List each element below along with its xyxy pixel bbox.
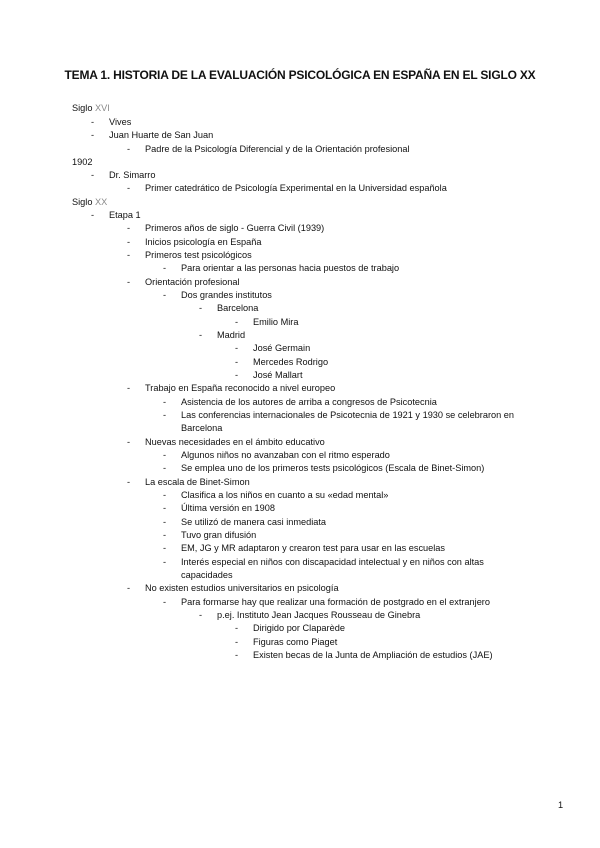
list-item: Primeros test psicológicos <box>145 250 252 260</box>
list-item: EM, JG y MR adaptaron y crearon test para usar en las escuelas <box>181 543 446 553</box>
bullet: - <box>163 397 167 407</box>
section-heading-1902: 1902 <box>72 157 93 167</box>
bullet: - <box>91 117 95 127</box>
section-suffix: XVI <box>94 103 110 113</box>
bullet: - <box>199 330 203 340</box>
list-item: Etapa 1 <box>109 210 141 220</box>
list-item: Inicios psicología en España <box>145 237 262 247</box>
bullet: - <box>163 290 167 300</box>
list-item: Para formarse hay que realizar una formación de postgrado en el extranjero <box>181 597 490 607</box>
list-item: Vives <box>109 117 132 127</box>
list-item: Orientación profesional <box>145 277 240 287</box>
list-item: Primer catedrático de Psicología Experimental en la Universidad española <box>145 183 447 193</box>
bullet: - <box>199 610 203 620</box>
list-item: Dirigido por Claparède <box>253 623 345 633</box>
list-item: Trabajo en España reconocido a nivel europeo <box>145 383 336 393</box>
section-prefix: Siglo <box>72 103 95 113</box>
bullet: - <box>235 637 239 647</box>
bullet: - <box>127 383 131 393</box>
section-heading-siglo-xvi <box>72 102 110 115</box>
bullet: - <box>127 183 131 193</box>
list-item: Asistencia de los autores de arriba a congresos de Psicotecnia <box>181 397 437 407</box>
list-item: Emilio Mira <box>253 317 299 327</box>
list-item: Clasifica a los niños en cuanto a su «edad mental» <box>181 490 389 500</box>
list-item: La escala de Binet-Simon <box>145 477 250 487</box>
list-item: Juan Huarte de San Juan <box>109 130 214 140</box>
list-item: Barcelona <box>217 303 259 313</box>
list-item: Mercedes Rodrigo <box>253 357 329 367</box>
list-item: Figuras como Piaget <box>253 637 338 647</box>
bullet: - <box>163 557 167 567</box>
bullet: - <box>235 343 239 353</box>
list-item: Primeros años de siglo - Guerra Civil (1939) <box>145 223 325 233</box>
bullet: - <box>163 530 167 540</box>
bullet: - <box>127 277 131 287</box>
bullet: - <box>163 543 167 553</box>
bullet: - <box>199 303 203 313</box>
section-suffix: XX <box>94 197 108 207</box>
bullet: - <box>163 410 167 420</box>
list-item: Existen becas de la Junta de Ampliación de estudios (JAE) <box>253 650 493 660</box>
bullet: - <box>127 583 131 593</box>
bullet: - <box>127 144 131 154</box>
bullet: - <box>91 170 95 180</box>
bullet: - <box>127 237 131 247</box>
bullet: - <box>91 130 95 140</box>
bullet: - <box>235 357 239 367</box>
list-item: Tuvo gran difusión <box>181 530 257 540</box>
list-item: Padre de la Psicología Diferencial y de la Orientación profesional <box>145 144 410 154</box>
bullet: - <box>163 517 167 527</box>
bullet: - <box>127 250 131 260</box>
list-item: Dr. Simarro <box>109 170 156 180</box>
bullet: - <box>163 503 167 513</box>
section-prefix: Siglo <box>72 197 95 207</box>
list-item: Dos grandes institutos <box>181 290 272 300</box>
list-item: Se utilizó de manera casi inmediata <box>181 517 327 527</box>
bullet: - <box>163 463 167 473</box>
list-item: Madrid <box>217 330 246 340</box>
bullet: - <box>127 223 131 233</box>
bullet: - <box>163 450 167 460</box>
list-item: Última versión en 1908 <box>181 503 275 513</box>
bullet: - <box>163 597 167 607</box>
bullet: - <box>127 437 131 447</box>
bullet: - <box>235 370 239 380</box>
list-item-continuation: Barcelona <box>181 423 223 433</box>
page-number: 1 <box>558 800 564 810</box>
bullet: - <box>163 263 167 273</box>
list-item: Para orientar a las personas hacia puestos de trabajo <box>181 263 400 273</box>
list-item: p.ej. Instituto Jean Jacques Rousseau de Ginebra <box>217 610 421 620</box>
list-item: José Mallart <box>253 370 303 380</box>
bullet: - <box>235 623 239 633</box>
bullet: - <box>127 477 131 487</box>
list-item: Nuevas necesidades en el ámbito educativo <box>145 437 325 447</box>
bullet: - <box>163 490 167 500</box>
bullet: - <box>91 210 95 220</box>
section-heading-siglo-xx <box>72 196 107 209</box>
list-item: Algunos niños no avanzaban con el ritmo esperado <box>181 450 390 460</box>
bullet: - <box>235 650 239 660</box>
list-item: Las conferencias internacionales de Psicotecnia de 1921 y 1930 se celebraron en <box>181 410 515 420</box>
bullet: - <box>235 317 239 327</box>
list-item: Se emplea uno de los primeros tests psicológicos (Escala de Binet-Simon) <box>181 463 485 473</box>
list-item-continuation: capacidades <box>181 570 233 580</box>
list-item: Interés especial en niños con discapacidad intelectual y en niños con altas <box>181 557 484 567</box>
list-item: José Germain <box>253 343 311 353</box>
list-item: No existen estudios universitarios en psicología <box>145 583 339 593</box>
page-title: TEMA 1. HISTORIA DE LA EVALUACIÓN PSICOLÓGICA EN ESPAÑA EN EL SIGLO XX <box>64 68 536 82</box>
